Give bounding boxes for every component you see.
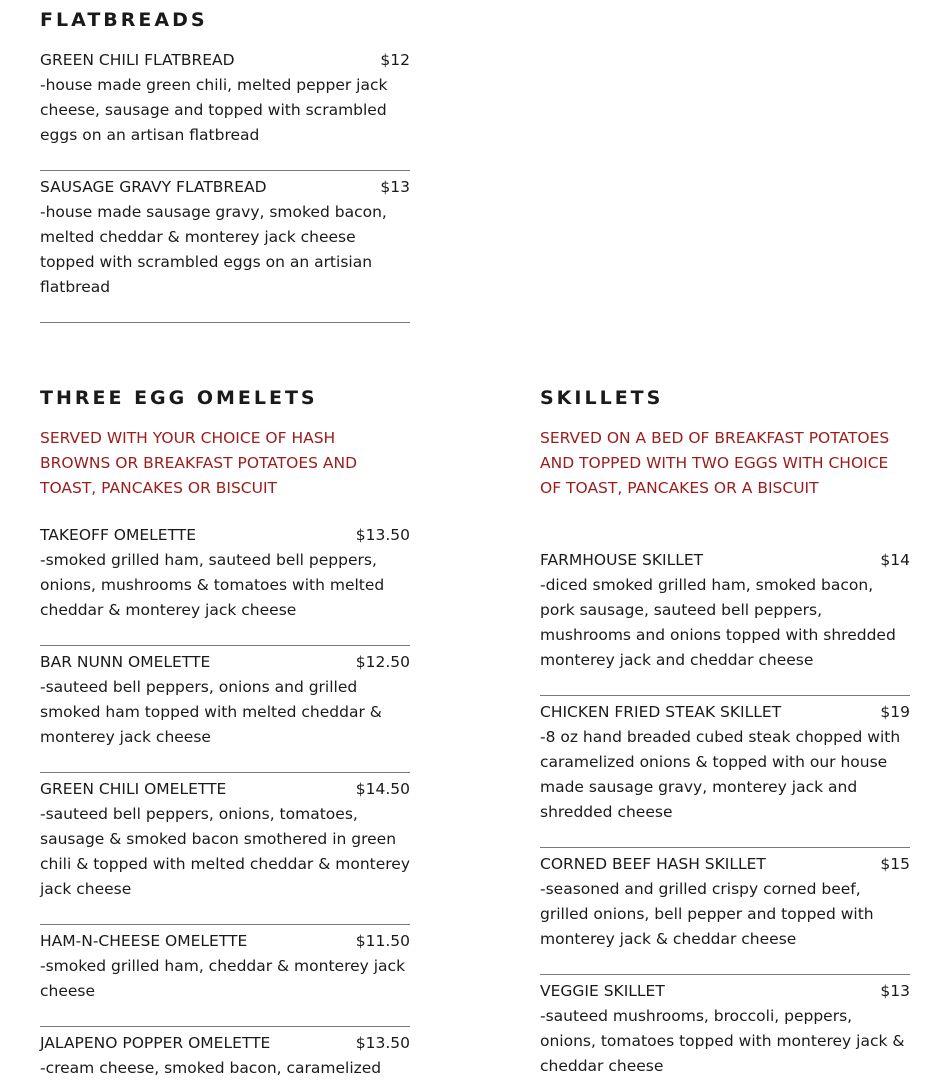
menu-item-description: -diced smoked grilled ham, smoked bacon, pork sausage, sauteed bell peppers, mushrooms and onions topped with shredded monterey jack and cheddar cheese (540, 576, 896, 669)
menu-item (40, 175, 410, 300)
divider (540, 847, 910, 848)
skillets-section (540, 389, 910, 1084)
divider (40, 170, 410, 171)
menu-item-name: JALAPENO POPPER OMELETTE (40, 1034, 271, 1052)
divider (40, 645, 410, 646)
menu-item (40, 48, 410, 148)
menu-item-description: -cream cheese, smoked bacon, caramelized (40, 1059, 382, 1077)
divider (40, 772, 410, 773)
menu-item-price: $11.50 (355, 932, 410, 950)
divider (540, 974, 910, 975)
divider (40, 924, 410, 925)
omelets-section (40, 389, 410, 1084)
flatbreads-section (40, 11, 410, 331)
menu-item (40, 1031, 410, 1081)
menu-item-name: SAUSAGE GRAVY FLATBREAD (40, 178, 267, 196)
menu-item-description: -seasoned and grilled crispy corned beef, grilled onions, bell pepper and topped with monterey jack & cheddar cheese (540, 880, 874, 948)
menu-item (540, 700, 910, 825)
menu-item-name: FARMHOUSE SKILLET (540, 551, 704, 569)
flatbreads-title: FLATBREADS (40, 9, 208, 31)
menu-item-name: HAM-N-CHEESE OMELETTE (40, 932, 248, 950)
menu-item (40, 523, 410, 623)
menu-item-price: $13.50 (355, 1034, 410, 1052)
menu-item-description: -smoked grilled ham, cheddar & monterey jack cheese (40, 957, 406, 1000)
menu-item (40, 777, 410, 902)
menu-item-price: $12.50 (355, 653, 410, 671)
menu-item (540, 852, 910, 952)
omelets-note: SERVED WITH YOUR CHOICE OF HASH BROWNS OR BREAKFAST POTATOES AND TOAST, PANCAKES OR BISCUIT (40, 429, 358, 497)
menu-item-name: GREEN CHILI OMELETTE (40, 780, 227, 798)
skillets-title: SKILLETS (540, 387, 664, 409)
menu-item-price: $19 (880, 703, 910, 721)
menu-item-price: $13.50 (355, 526, 410, 544)
menu-item-name: CORNED BEEF HASH SKILLET (540, 855, 766, 873)
menu-item-description: -house made sausage gravy, smoked bacon, melted cheddar & monterey jack cheese topped with scrambled eggs on an artisian flatbread (40, 203, 387, 296)
menu-item-description: -sauteed bell peppers, onions, tomatoes, sausage & smoked bacon smothered in green chili & topped with melted cheddar & monterey jack cheese (40, 805, 411, 898)
divider (40, 322, 410, 323)
menu-item-description: -sauteed mushrooms, broccoli, peppers, onions, tomatoes topped with monterey jack & cheddar cheese (540, 1007, 905, 1075)
menu-item (540, 548, 910, 673)
omelets-title: THREE EGG OMELETS (40, 387, 318, 409)
menu-item-name: CHICKEN FRIED STEAK SKILLET (540, 703, 782, 721)
menu-item-name: VEGGIE SKILLET (540, 982, 665, 1000)
divider (540, 695, 910, 696)
menu-item-name: BAR NUNN OMELETTE (40, 653, 211, 671)
menu-item-description: -sauteed bell peppers, onions and grilled smoked ham topped with melted cheddar & monterey jack cheese (40, 678, 382, 746)
menu-item (540, 979, 910, 1079)
menu-item-description: -smoked grilled ham, sauteed bell peppers, onions, mushrooms & tomatoes with melted cheddar & monterey jack cheese (40, 551, 385, 619)
menu-item-price: $14 (880, 551, 910, 569)
menu-item-description: -8 oz hand breaded cubed steak chopped with caramelized onions & topped with our house made sausage gravy, monterey jack and shredded cheese (540, 728, 901, 821)
menu-item-name: TAKEOFF OMELETTE (40, 526, 197, 544)
menu-item (40, 650, 410, 750)
menu-item-description: -house made green chili, melted pepper jack cheese, sausage and topped with scrambled eggs on an artisan flatbread (40, 76, 388, 144)
divider (40, 1026, 410, 1027)
menu-item-name: GREEN CHILI FLATBREAD (40, 51, 235, 69)
menu-item-price: $12 (380, 51, 410, 69)
skillets-note: SERVED ON A BED OF BREAKFAST POTATOES AND TOPPED WITH TWO EGGS WITH CHOICE OF TOAST, PANCAKES OR A BISCUIT (540, 429, 890, 497)
menu-item-price: $14.50 (355, 780, 410, 798)
menu-item-price: $13 (380, 178, 410, 196)
menu-item-price: $13 (880, 982, 910, 1000)
menu-item (40, 929, 410, 1004)
menu-item-price: $15 (880, 855, 910, 873)
